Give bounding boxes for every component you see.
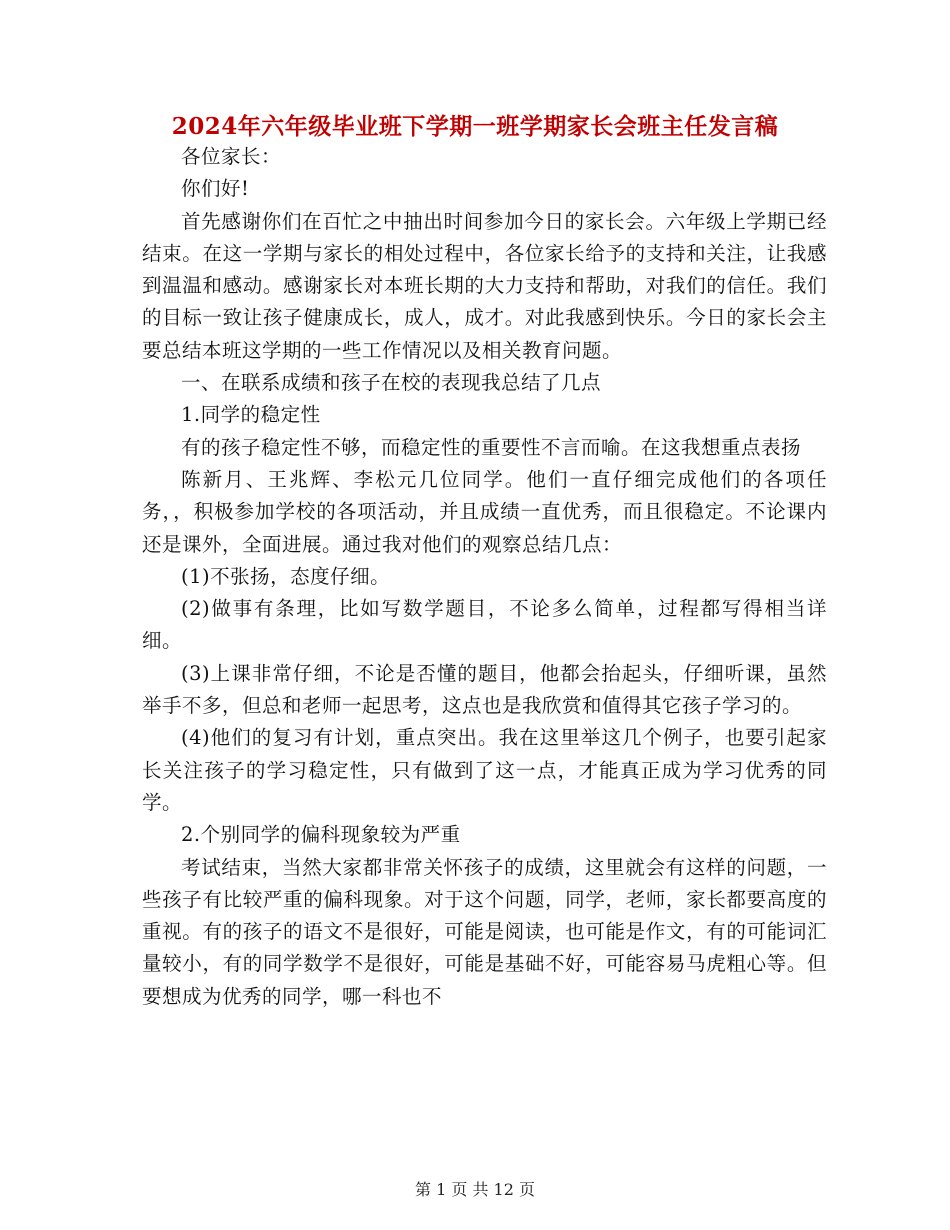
paragraph: 考试结束，当然大家都非常关怀孩子的成绩，这里就会有这样的问题，一些孩子有比较严重的偏科现象。对于这个问题，同学，老师，家长都要高度的重视。有的孩子的语文不是很好，可能是阅读，也可能是作文，有的可能词汇量较小，有的同学数学不是很好，可能是基础不好，可能容易马虎粗心等。但要想成为优秀的同学，哪一科也不 bbox=[142, 855, 827, 1008]
paragraph: (4)他们的复习有计划，重点突出。我在这里举这几个例子，也要引起家长关注孩子的学习稳定性，只有做到了这一点，才能真正成为学习优秀的同学。 bbox=[142, 726, 827, 814]
document-title: 2024年六年级毕业班下学期一班学期家长会班主任发言稿 bbox=[171, 113, 779, 140]
paragraph: 你们好! bbox=[181, 177, 250, 201]
paragraph: (1)不张扬，态度仔细。 bbox=[181, 564, 391, 588]
paragraph: 一、在联系成绩和孩子在校的表现我总结了几点 bbox=[181, 371, 602, 395]
document-body bbox=[142, 141, 827, 1013]
paragraph: (3)上课非常仔细，不论是否懂的题目，他都会抬起头，仔细听课，虽然举手不多，但总和老师一起思考，这点也是我欣赏和值得其它孩子学习的。 bbox=[142, 661, 827, 718]
paragraph: 有的孩子稳定性不够，而稳定性的重要性不言而喻。在这我想重点表扬 bbox=[181, 435, 802, 459]
paragraph: 各位家长： bbox=[181, 145, 282, 168]
paragraph: 2.个别同学的偏科现象较为严重 bbox=[181, 823, 461, 847]
paragraph: 陈新月、王兆辉、李松元几位同学。他们一直仔细完成他们的各项任务，，积极参加学校的各项活动，并且成绩一直优秀，而且很稳定。不论课内还是课外，全面进展。通过我对他们的观察总结几点： bbox=[142, 467, 827, 556]
page-number-footer: 第 1 页 共 12 页 bbox=[415, 1180, 535, 1199]
paragraph: (2)做事有条理，比如写数学题目，不论多么简单，过程都写得相当详细。 bbox=[142, 597, 827, 653]
paragraph: 首先感谢你们在百忙之中抽出时间参加今日的家长会。六年级上学期已经结束。在这一学期与家长的相处过程中，各位家长给予的支持和关注，让我感到温温和感动。感谢家长对本班长期的大力支持和帮助，对我们的信任。我们的目标一致让孩子健康成长，成人，成才。对此我感到快乐。今日的家长会主要总结本班这学期的一些工作情况以及相关教育问题。 bbox=[142, 209, 827, 362]
paragraph: 1.同学的稳定性 bbox=[181, 403, 321, 427]
